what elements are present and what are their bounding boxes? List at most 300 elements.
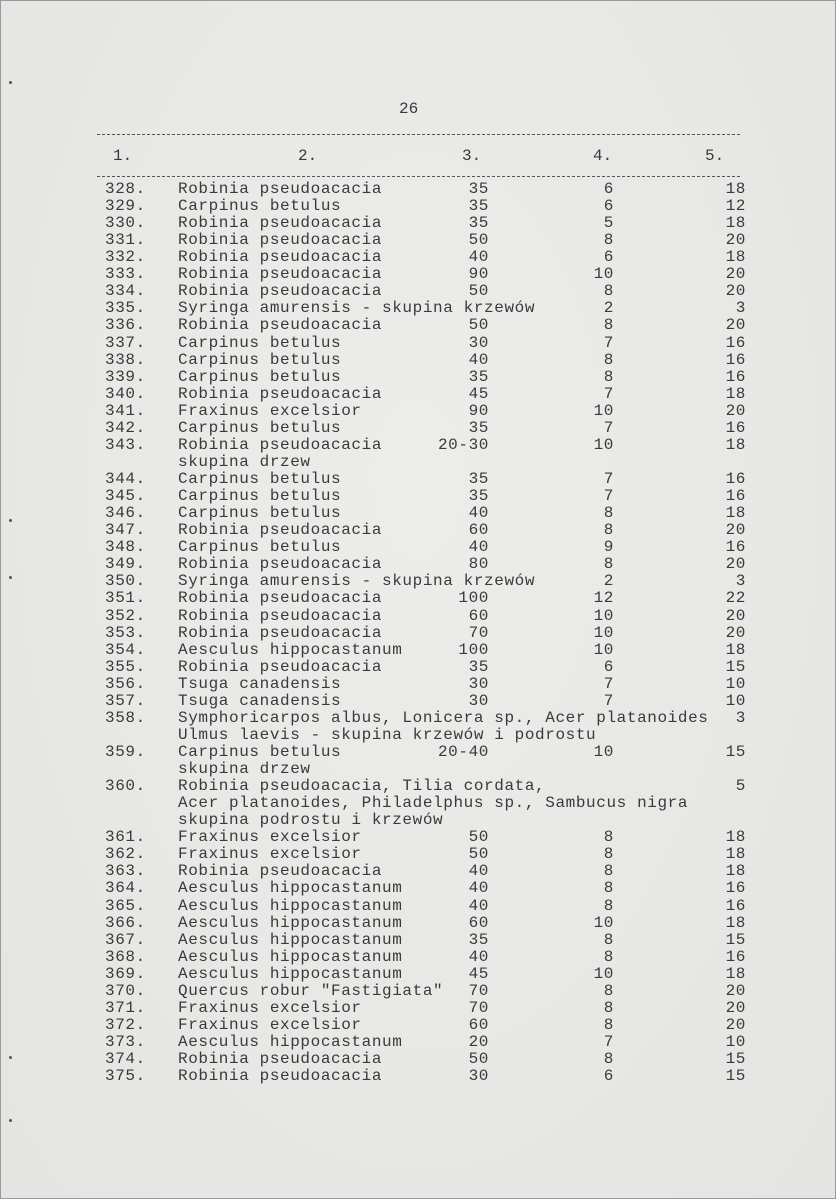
- page-number: 26: [399, 100, 419, 118]
- item-number: 358.: [105, 708, 146, 727]
- column-header-4: 4.: [593, 147, 613, 165]
- table-row: [1, 352, 836, 369]
- column-4-value: 10: [593, 401, 614, 420]
- column-5-value: 18: [725, 435, 746, 454]
- column-5-value: 16: [725, 367, 746, 386]
- species-name: Carpinus betulus: [178, 470, 342, 489]
- column-4-value: 9: [603, 538, 614, 557]
- column-5-value: 20: [725, 521, 746, 540]
- species-name: Carpinus betulus: [178, 367, 342, 386]
- item-number: 347.: [105, 521, 146, 540]
- column-3-value: 40: [468, 896, 489, 915]
- item-number: 351.: [105, 589, 146, 608]
- column-4-value: 7: [603, 691, 614, 710]
- column-3-value: 80: [468, 555, 489, 574]
- column-3-value: 35: [468, 180, 489, 198]
- table-row: [1, 403, 836, 420]
- column-4-value: 6: [603, 197, 614, 216]
- species-name: Tsuga canadensis: [178, 674, 342, 693]
- table-row: [1, 420, 836, 437]
- species-name: Robinia pseudoacacia: [178, 214, 383, 233]
- column-3-value: 35: [468, 367, 489, 386]
- column-4-value: 6: [603, 1067, 614, 1086]
- column-3-value: 40: [468, 862, 489, 881]
- table-row: [1, 181, 836, 198]
- table-row: [1, 232, 836, 249]
- column-3-value: 20-30: [437, 435, 489, 454]
- column-5-value: 18: [725, 845, 746, 864]
- item-number: 370.: [105, 981, 146, 1000]
- table-row: [1, 966, 836, 983]
- species-name: Carpinus betulus: [178, 418, 342, 437]
- species-name: Robinia pseudoacacia: [178, 589, 383, 608]
- item-number: 337.: [105, 333, 146, 352]
- column-5-value: 20: [725, 265, 746, 284]
- item-number: 371.: [105, 998, 146, 1017]
- column-4-value: 8: [603, 981, 614, 1000]
- column-4-value: 8: [603, 1050, 614, 1069]
- table-row: [1, 1000, 836, 1017]
- table-row: [1, 625, 836, 642]
- species-name: Carpinus betulus: [178, 742, 342, 761]
- species-name: Aesculus hippocastanum: [178, 896, 403, 915]
- table-row: [1, 317, 836, 334]
- item-number: 339.: [105, 367, 146, 386]
- column-5-value: 10: [725, 1033, 746, 1051]
- species-name: Aesculus hippocastanum: [178, 1033, 403, 1051]
- item-number: 360.: [105, 777, 146, 796]
- column-header-2: 2.: [298, 147, 318, 165]
- column-5-value: 16: [725, 538, 746, 557]
- column-3-value: 35: [468, 197, 489, 216]
- column-3-value: 35: [468, 487, 489, 506]
- column-5-value: 16: [725, 418, 746, 437]
- column-5-value: 3: [735, 708, 746, 727]
- table-row-continuation: [1, 795, 836, 812]
- table-row: [1, 249, 836, 266]
- species-name: Robinia pseudoacacia: [178, 521, 383, 540]
- table-row: [1, 898, 836, 915]
- item-number: 356.: [105, 674, 146, 693]
- column-4-value: 6: [603, 248, 614, 267]
- species-name: Ulmus laevis - skupina krzewów i podrostu: [178, 725, 597, 744]
- column-5-value: 16: [725, 487, 746, 506]
- column-5-value: 12: [725, 197, 746, 216]
- species-name: Robinia pseudoacacia: [178, 265, 383, 284]
- scan-speck: [9, 1119, 12, 1122]
- item-number: 340.: [105, 384, 146, 403]
- species-name: Robinia pseudoacacia, Tilia cordata,: [178, 777, 546, 796]
- column-5-value: 15: [725, 1050, 746, 1069]
- column-3-value: 40: [468, 350, 489, 369]
- column-3-value: 60: [468, 1015, 489, 1034]
- column-5-value: 5: [735, 777, 746, 796]
- species-name: Robinia pseudoacacia: [178, 862, 383, 881]
- species-name: Robinia pseudoacacia: [178, 231, 383, 250]
- item-number: 333.: [105, 265, 146, 284]
- item-number: 329.: [105, 197, 146, 216]
- table-row: [1, 608, 836, 625]
- item-number: 350.: [105, 572, 146, 591]
- column-4-value: 10: [593, 640, 614, 659]
- species-name: Acer platanoides, Philadelphus sp., Sambucus nigra: [178, 794, 689, 813]
- column-3-value: 100: [458, 589, 489, 608]
- species-name: Robinia pseudoacacia: [178, 623, 383, 642]
- column-4-value: 12: [593, 589, 614, 608]
- species-name: Robinia pseudoacacia: [178, 657, 383, 676]
- column-5-value: 22: [725, 589, 746, 608]
- column-4-value: 10: [593, 606, 614, 625]
- column-3-value: 30: [468, 691, 489, 710]
- column-header-3: 3.: [462, 147, 482, 165]
- column-3-value: 40: [468, 248, 489, 267]
- item-number: 359.: [105, 742, 146, 761]
- column-5-value: 16: [725, 879, 746, 898]
- table-row: [1, 198, 836, 215]
- column-5-value: 20: [725, 555, 746, 574]
- table-row: [1, 710, 836, 727]
- species-name: Carpinus betulus: [178, 197, 342, 216]
- column-4-value: 7: [603, 333, 614, 352]
- item-number: 373.: [105, 1033, 146, 1051]
- table-row-continuation: [1, 727, 836, 744]
- column-4-value: 10: [593, 435, 614, 454]
- species-name: Robinia pseudoacacia: [178, 555, 383, 574]
- species-name: Robinia pseudoacacia: [178, 606, 383, 625]
- column-5-value: 10: [725, 691, 746, 710]
- column-4-value: 6: [603, 657, 614, 676]
- column-3-value: 60: [468, 521, 489, 540]
- table-row: [1, 1017, 836, 1034]
- column-5-value: 20: [725, 316, 746, 335]
- column-4-value: 8: [603, 862, 614, 881]
- column-3-value: 40: [468, 538, 489, 557]
- species-name: Syringa amurensis - skupina krzewów: [178, 299, 536, 318]
- table-row: [1, 863, 836, 880]
- item-number: 375.: [105, 1067, 146, 1086]
- table-row: [1, 488, 836, 505]
- table-row: [1, 386, 836, 403]
- column-4-value: 7: [603, 1033, 614, 1051]
- column-3-value: 100: [458, 640, 489, 659]
- species-name: Syringa amurensis - skupina krzewów: [178, 572, 536, 591]
- column-4-value: 7: [603, 418, 614, 437]
- species-name: Fraxinus excelsior: [178, 1015, 362, 1034]
- column-5-value: 20: [725, 606, 746, 625]
- species-name: Aesculus hippocastanum: [178, 930, 403, 949]
- table-row: [1, 215, 836, 232]
- table-row: [1, 300, 836, 317]
- item-number: 341.: [105, 401, 146, 420]
- species-name: Robinia pseudoacacia: [178, 1050, 383, 1069]
- item-number: 330.: [105, 214, 146, 233]
- item-number: 335.: [105, 299, 146, 318]
- table-row: [1, 1051, 836, 1068]
- column-3-value: 20-40: [437, 742, 489, 761]
- species-name: Symphoricarpos albus, Lonicera sp., Acer platanoides: [178, 708, 709, 727]
- item-number: 346.: [105, 504, 146, 523]
- table-row: [1, 983, 836, 1000]
- column-3-value: 50: [468, 828, 489, 847]
- species-name: Robinia pseudoacacia: [178, 248, 383, 267]
- column-3-value: 40: [468, 504, 489, 523]
- column-3-value: 70: [468, 981, 489, 1000]
- item-number: 349.: [105, 555, 146, 574]
- column-4-value: 7: [603, 487, 614, 506]
- item-number: 345.: [105, 487, 146, 506]
- column-3-value: 45: [468, 964, 489, 983]
- table-row-continuation: [1, 812, 836, 829]
- item-number: 366.: [105, 913, 146, 932]
- column-3-value: 40: [468, 879, 489, 898]
- item-number: 332.: [105, 248, 146, 267]
- column-3-value: 45: [468, 384, 489, 403]
- table-row: [1, 573, 836, 590]
- species-name: Aesculus hippocastanum: [178, 947, 403, 966]
- table-row: [1, 880, 836, 897]
- column-5-value: 18: [725, 913, 746, 932]
- table-row: [1, 539, 836, 556]
- table-row: [1, 915, 836, 932]
- species-name: skupina podrostu i krzewów: [178, 811, 444, 830]
- item-number: 328.: [105, 180, 146, 198]
- column-4-value: 6: [603, 180, 614, 198]
- column-4-value: 8: [603, 947, 614, 966]
- column-4-value: 10: [593, 742, 614, 761]
- table-row-continuation: [1, 761, 836, 778]
- table-row: [1, 437, 836, 454]
- column-4-value: 2: [603, 299, 614, 318]
- item-number: 336.: [105, 316, 146, 335]
- column-5-value: 18: [725, 248, 746, 267]
- species-name: Carpinus betulus: [178, 504, 342, 523]
- table-row: [1, 744, 836, 761]
- column-3-value: 35: [468, 214, 489, 233]
- item-number: 369.: [105, 964, 146, 983]
- table-row: [1, 693, 836, 710]
- item-number: 343.: [105, 435, 146, 454]
- species-name: Carpinus betulus: [178, 538, 342, 557]
- column-3-value: 35: [468, 470, 489, 489]
- table-row: [1, 846, 836, 863]
- scan-speck: [9, 81, 12, 84]
- column-3-value: 35: [468, 930, 489, 949]
- column-5-value: 3: [735, 299, 746, 318]
- item-number: 342.: [105, 418, 146, 437]
- item-number: 352.: [105, 606, 146, 625]
- table-row: [1, 829, 836, 846]
- item-number: 353.: [105, 623, 146, 642]
- item-number: 374.: [105, 1050, 146, 1069]
- column-3-value: 60: [468, 913, 489, 932]
- column-5-value: 18: [725, 180, 746, 198]
- item-number: 367.: [105, 930, 146, 949]
- column-3-value: 60: [468, 606, 489, 625]
- column-5-value: 18: [725, 640, 746, 659]
- item-number: 357.: [105, 691, 146, 710]
- column-3-value: 50: [468, 1050, 489, 1069]
- column-5-value: 15: [725, 657, 746, 676]
- column-header-1: 1.: [113, 147, 133, 165]
- column-5-value: 18: [725, 504, 746, 523]
- column-4-value: 8: [603, 1015, 614, 1034]
- table-row: [1, 471, 836, 488]
- column-4-value: 8: [603, 879, 614, 898]
- column-5-value: 16: [725, 947, 746, 966]
- column-4-value: 7: [603, 384, 614, 403]
- table-row: [1, 642, 836, 659]
- column-5-value: 20: [725, 998, 746, 1017]
- item-number: 368.: [105, 947, 146, 966]
- table-row: [1, 556, 836, 573]
- column-5-value: 18: [725, 862, 746, 881]
- column-4-value: 7: [603, 674, 614, 693]
- item-number: 344.: [105, 470, 146, 489]
- species-name: skupina drzew: [178, 760, 311, 779]
- item-number: 372.: [105, 1015, 146, 1034]
- species-name: Carpinus betulus: [178, 487, 342, 506]
- column-4-value: 10: [593, 964, 614, 983]
- species-name: Aesculus hippocastanum: [178, 964, 403, 983]
- column-3-value: 50: [468, 845, 489, 864]
- column-5-value: 16: [725, 333, 746, 352]
- table-row: [1, 1034, 836, 1051]
- column-3-value: 90: [468, 401, 489, 420]
- table-row: [1, 590, 836, 607]
- column-4-value: 8: [603, 521, 614, 540]
- column-5-value: 16: [725, 470, 746, 489]
- column-5-value: 18: [725, 964, 746, 983]
- column-3-value: 30: [468, 674, 489, 693]
- column-4-value: 8: [603, 367, 614, 386]
- table-row: [1, 335, 836, 352]
- species-name: Robinia pseudoacacia: [178, 316, 383, 335]
- table-row: [1, 659, 836, 676]
- column-3-value: 50: [468, 231, 489, 250]
- item-number: 338.: [105, 350, 146, 369]
- header-bottom-rule: [97, 176, 740, 177]
- column-3-value: 30: [468, 1067, 489, 1086]
- item-number: 361.: [105, 828, 146, 847]
- table-row-continuation: [1, 454, 836, 471]
- column-4-value: 8: [603, 998, 614, 1017]
- species-name: Quercus robur "Fastigiata": [178, 981, 444, 1000]
- scan-speck: [9, 519, 12, 522]
- item-number: 331.: [105, 231, 146, 250]
- table-row: [1, 266, 836, 283]
- item-number: 348.: [105, 538, 146, 557]
- species-name: Aesculus hippocastanum: [178, 640, 403, 659]
- column-5-value: 15: [725, 742, 746, 761]
- column-4-value: 5: [603, 214, 614, 233]
- column-5-value: 3: [735, 572, 746, 591]
- table-row: [1, 505, 836, 522]
- column-header-5: 5.: [705, 147, 725, 165]
- species-name: Fraxinus excelsior: [178, 845, 362, 864]
- table-row: [1, 676, 836, 693]
- item-number: 355.: [105, 657, 146, 676]
- species-name: Carpinus betulus: [178, 350, 342, 369]
- column-4-value: 8: [603, 930, 614, 949]
- table-row: [1, 369, 836, 386]
- column-3-value: 70: [468, 998, 489, 1017]
- table-row: [1, 283, 836, 300]
- species-name: Aesculus hippocastanum: [178, 879, 403, 898]
- column-3-value: 35: [468, 418, 489, 437]
- scan-speck: [9, 576, 12, 579]
- species-name: Carpinus betulus: [178, 333, 342, 352]
- header-top-rule: [97, 134, 740, 135]
- column-3-value: 35: [468, 657, 489, 676]
- column-5-value: 20: [725, 623, 746, 642]
- column-5-value: 20: [725, 231, 746, 250]
- column-4-value: 8: [603, 896, 614, 915]
- species-name: Robinia pseudoacacia: [178, 282, 383, 301]
- species-name: skupina drzew: [178, 452, 311, 471]
- column-5-value: 18: [725, 828, 746, 847]
- species-name: Fraxinus excelsior: [178, 401, 362, 420]
- species-name: Tsuga canadensis: [178, 691, 342, 710]
- column-5-value: 18: [725, 384, 746, 403]
- column-5-value: 15: [725, 1067, 746, 1086]
- item-number: 363.: [105, 862, 146, 881]
- table-row: [1, 1068, 836, 1085]
- column-4-value: 8: [603, 231, 614, 250]
- scan-speck: [9, 1056, 12, 1059]
- item-number: 354.: [105, 640, 146, 659]
- species-name: Robinia pseudoacacia: [178, 1067, 383, 1086]
- column-4-value: 2: [603, 572, 614, 591]
- item-number: 362.: [105, 845, 146, 864]
- column-4-value: 8: [603, 350, 614, 369]
- column-3-value: 90: [468, 265, 489, 284]
- column-5-value: 20: [725, 981, 746, 1000]
- column-5-value: 20: [725, 401, 746, 420]
- column-4-value: 8: [603, 316, 614, 335]
- table-row: [1, 932, 836, 949]
- table-row: [1, 949, 836, 966]
- species-name: Fraxinus excelsior: [178, 828, 362, 847]
- column-5-value: 15: [725, 930, 746, 949]
- species-name: Robinia pseudoacacia: [178, 435, 383, 454]
- column-4-value: 8: [603, 504, 614, 523]
- table-row: [1, 778, 836, 795]
- column-3-value: 20: [468, 1033, 489, 1051]
- species-name: Robinia pseudoacacia: [178, 384, 383, 403]
- column-5-value: 20: [725, 282, 746, 301]
- column-5-value: 10: [725, 674, 746, 693]
- column-3-value: 30: [468, 333, 489, 352]
- column-5-value: 16: [725, 896, 746, 915]
- column-4-value: 8: [603, 828, 614, 847]
- species-name: Fraxinus excelsior: [178, 998, 362, 1017]
- column-4-value: 10: [593, 913, 614, 932]
- column-4-value: 8: [603, 555, 614, 574]
- column-4-value: 7: [603, 470, 614, 489]
- column-4-value: 10: [593, 265, 614, 284]
- column-5-value: 20: [725, 1015, 746, 1034]
- column-3-value: 50: [468, 282, 489, 301]
- column-4-value: 8: [603, 282, 614, 301]
- column-3-value: 50: [468, 316, 489, 335]
- column-4-value: 8: [603, 845, 614, 864]
- column-3-value: 70: [468, 623, 489, 642]
- item-number: 364.: [105, 879, 146, 898]
- column-3-value: 40: [468, 947, 489, 966]
- table-row: [1, 522, 836, 539]
- species-name: Aesculus hippocastanum: [178, 913, 403, 932]
- item-number: 365.: [105, 896, 146, 915]
